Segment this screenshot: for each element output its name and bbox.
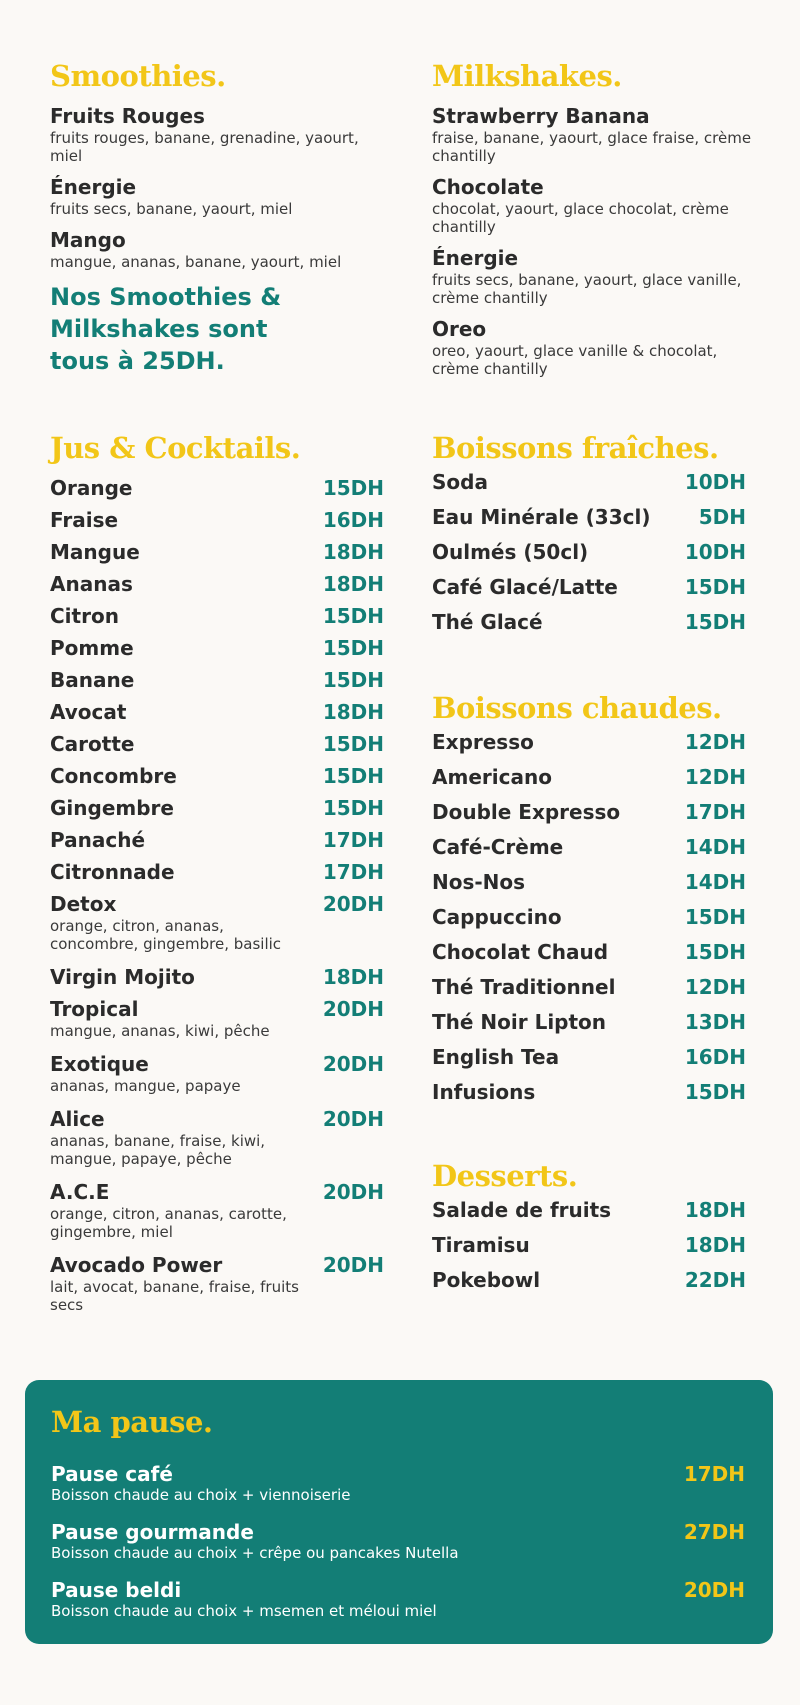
item-name: Pause gourmande	[51, 1520, 254, 1544]
menu-item	[50, 1253, 384, 1314]
item-name: Oreo	[432, 317, 487, 341]
item-name: A.C.E	[50, 1180, 110, 1204]
menu-item	[432, 1010, 746, 1045]
price-note: Nos Smoothies & Milkshakes sont tous à 25DH.	[50, 283, 282, 375]
menu-item	[50, 796, 384, 828]
item-text	[432, 1045, 559, 1070]
item-description: fruits secs, banane, yaourt, glace vanille, crème chantilly	[432, 271, 742, 307]
menu-item	[432, 905, 746, 940]
item-text	[432, 940, 608, 965]
item-text	[50, 1253, 300, 1314]
item-text	[50, 1052, 241, 1095]
item-price: 15DH	[684, 905, 746, 929]
item-name: Americano	[432, 765, 552, 789]
boissons-chaudes-title: Boissons chaudes.	[432, 691, 722, 725]
item-text	[432, 540, 588, 565]
menu-item	[432, 104, 752, 165]
menu-item	[50, 997, 384, 1040]
item-price: 16DH	[684, 1045, 746, 1069]
item-name: Avocat	[50, 700, 127, 724]
item-text	[50, 572, 133, 597]
item-description: mangue, ananas, kiwi, pêche	[50, 1022, 270, 1040]
item-price: 10DH	[684, 470, 746, 494]
menu-item	[432, 870, 746, 905]
item-text	[51, 1520, 459, 1578]
item-name: Ananas	[50, 572, 133, 596]
item-name: Expresso	[432, 730, 534, 754]
item-text	[432, 505, 651, 530]
item-name: Avocado Power	[50, 1253, 223, 1277]
item-text	[432, 1233, 530, 1258]
item-price: 20DH	[322, 892, 384, 916]
item-text	[50, 636, 134, 661]
item-price: 12DH	[684, 765, 746, 789]
menu-item	[432, 317, 752, 378]
item-description: chocolat, yaourt, glace chocolat, crème chantilly	[432, 200, 729, 236]
menu-item	[50, 175, 380, 218]
item-description: mangue, ananas, banane, yaourt, miel	[50, 253, 342, 271]
item-text	[50, 1107, 300, 1168]
item-text	[432, 1268, 540, 1293]
menu-item	[432, 940, 746, 975]
item-text	[50, 860, 175, 885]
item-price: 17DH	[322, 860, 384, 884]
desserts-list	[432, 1198, 746, 1303]
menu-item	[50, 476, 384, 508]
item-name: Orange	[50, 476, 133, 500]
item-price: 15DH	[684, 1080, 746, 1104]
boissons-fraiches-title: Boissons fraîches.	[432, 431, 719, 465]
item-description: ananas, banane, fraise, kiwi, mangue, papaye, pêche	[50, 1132, 266, 1168]
item-text	[50, 892, 300, 953]
item-description: fruits secs, banane, yaourt, miel	[50, 200, 293, 218]
item-text	[50, 540, 140, 565]
item-description: orange, citron, ananas, carotte, gingembre, miel	[50, 1205, 287, 1241]
item-name: Fruits Rouges	[50, 104, 205, 128]
item-name: Thé Glacé	[432, 610, 543, 634]
item-price: 15DH	[684, 610, 746, 634]
item-price: 16DH	[322, 508, 384, 532]
jus-list	[50, 476, 384, 1314]
item-price: 20DH	[322, 1253, 384, 1277]
item-text	[50, 796, 174, 821]
item-name: Chocolat Chaud	[432, 940, 609, 964]
menu-item	[432, 540, 746, 575]
menu-item	[432, 1198, 746, 1233]
item-price: 5DH	[698, 505, 746, 529]
item-price: 20DH	[322, 997, 384, 1021]
menu-item	[50, 700, 384, 732]
item-price: 15DH	[322, 732, 384, 756]
menu-item	[432, 1080, 746, 1115]
item-name: Exotique	[50, 1052, 149, 1076]
smoothies-title: Smoothies.	[50, 59, 226, 93]
menu-item	[50, 764, 384, 796]
menu-item	[50, 965, 384, 997]
item-text	[432, 905, 562, 930]
item-price: 12DH	[684, 730, 746, 754]
menu-item	[432, 505, 746, 540]
menu-item	[50, 508, 384, 540]
item-text	[432, 610, 543, 635]
item-text	[432, 730, 534, 755]
item-name: Fraise	[50, 508, 119, 532]
boissons-fraiches-list	[432, 470, 746, 645]
item-description: fraise, banane, yaourt, glace fraise, crème chantilly	[432, 129, 752, 165]
item-price: 20DH	[322, 1180, 384, 1204]
jus-cocktails-title: Jus & Cocktails.	[50, 431, 301, 465]
item-text	[50, 508, 118, 533]
item-text	[50, 965, 195, 990]
boissons-chaudes-list	[432, 730, 746, 1115]
item-price: 15DH	[684, 575, 746, 599]
pause-item	[51, 1578, 745, 1636]
ma-pause-title: Ma pause.	[51, 1405, 213, 1439]
item-price: 15DH	[322, 668, 384, 692]
item-text	[432, 575, 618, 600]
item-text	[50, 1180, 300, 1241]
item-price: 18DH	[322, 572, 384, 596]
item-price: 10DH	[684, 540, 746, 564]
item-description: Boisson chaude au choix + crêpe ou pancakes Nutella	[51, 1544, 459, 1562]
item-description: orange, citron, ananas, concombre, gingembre, basilic	[50, 917, 282, 953]
menu-item	[50, 732, 384, 764]
item-name: Detox	[50, 892, 117, 916]
menu-item	[50, 1180, 384, 1241]
item-name: Virgin Mojito	[50, 965, 195, 989]
item-price: 14DH	[684, 870, 746, 894]
item-text	[50, 764, 177, 789]
menu-item	[432, 1268, 746, 1303]
item-description: lait, avocat, banane, fraise, fruits secs	[50, 1278, 299, 1314]
item-text	[50, 732, 134, 757]
menu-item	[432, 610, 746, 645]
item-text	[432, 470, 488, 495]
menu-item	[432, 800, 746, 835]
menu-item	[432, 175, 752, 236]
item-text	[432, 1080, 535, 1105]
menu-item	[432, 765, 746, 800]
item-name: Infusions	[432, 1080, 536, 1104]
item-price: 15DH	[322, 604, 384, 628]
item-price: 20DH	[322, 1052, 384, 1076]
item-price: 17DH	[684, 800, 746, 824]
ma-pause-list	[51, 1462, 745, 1636]
item-price: 20DH	[683, 1578, 745, 1602]
item-name: Chocolate	[432, 175, 544, 199]
item-text	[50, 700, 126, 725]
menu-item	[432, 835, 746, 870]
item-name: Alice	[50, 1107, 105, 1131]
item-name: Double Expresso	[432, 800, 621, 824]
menu-item	[50, 540, 384, 572]
item-name: English Tea	[432, 1045, 560, 1069]
item-text	[432, 1010, 606, 1035]
smoothies-section	[50, 58, 380, 377]
item-name: Pomme	[50, 636, 134, 660]
item-name: Citron	[50, 604, 119, 628]
item-name: Tiramisu	[432, 1233, 530, 1257]
item-price: 27DH	[683, 1520, 745, 1544]
item-price: 17DH	[683, 1462, 745, 1486]
item-text	[50, 828, 145, 853]
menu-item	[50, 1107, 384, 1168]
menu-item	[50, 572, 384, 604]
item-name: Gingembre	[50, 796, 174, 820]
item-description: ananas, mangue, papaye	[50, 1077, 241, 1095]
menu-item	[50, 228, 380, 271]
item-description: oreo, yaourt, glace vanille & chocolat, crème chantilly	[432, 342, 718, 378]
item-text	[432, 975, 615, 1000]
menu-item	[432, 975, 746, 1010]
item-name: Énergie	[50, 175, 137, 199]
menu-item	[50, 636, 384, 668]
item-description: Boisson chaude au choix + msemen et méloui miel	[51, 1602, 437, 1620]
item-price: 13DH	[684, 1010, 746, 1034]
item-name: Pause beldi	[51, 1578, 182, 1602]
menu-item	[50, 104, 380, 165]
item-name: Énergie	[432, 246, 519, 270]
desserts-section	[432, 1158, 746, 1303]
item-name: Mango	[50, 228, 126, 252]
item-price: 14DH	[684, 835, 746, 859]
item-text	[50, 476, 132, 501]
item-name: Salade de fruits	[432, 1198, 612, 1222]
item-price: 20DH	[322, 1107, 384, 1131]
item-text	[432, 800, 620, 825]
item-name: Mangue	[50, 540, 140, 564]
item-name: Café Glacé/Latte	[432, 575, 618, 599]
item-name: Nos-Nos	[432, 870, 526, 894]
desserts-title: Desserts.	[432, 1159, 578, 1193]
item-price: 15DH	[684, 940, 746, 964]
milkshakes-title: Milkshakes.	[432, 59, 622, 93]
item-name: Panaché	[50, 828, 146, 852]
menu-item	[432, 575, 746, 610]
menu-item	[50, 860, 384, 892]
item-name: Pause café	[51, 1462, 173, 1486]
item-price: 18DH	[322, 700, 384, 724]
item-text	[50, 604, 119, 629]
item-price: 12DH	[684, 975, 746, 999]
item-text	[432, 870, 525, 895]
item-price: 15DH	[322, 476, 384, 500]
item-name: Thé Noir Lipton	[432, 1010, 607, 1034]
item-description: Boisson chaude au choix + viennoiserie	[51, 1486, 351, 1504]
item-text	[432, 835, 563, 860]
item-name: Oulmés (50cl)	[432, 540, 589, 564]
item-price: 18DH	[684, 1233, 746, 1257]
item-price: 17DH	[322, 828, 384, 852]
item-name: Pokebowl	[432, 1268, 541, 1292]
item-name: Strawberry Banana	[432, 104, 650, 128]
item-name: Banane	[50, 668, 135, 692]
ma-pause-section	[25, 1380, 773, 1644]
menu-item	[50, 668, 384, 700]
item-name: Citronnade	[50, 860, 175, 884]
item-price: 18DH	[322, 540, 384, 564]
boissons-chaudes-section	[432, 690, 746, 1115]
menu-item	[50, 604, 384, 636]
menu-item	[432, 1233, 746, 1268]
boissons-fraiches-section	[432, 430, 746, 645]
jus-cocktails-section	[50, 430, 384, 1326]
milkshakes-section	[432, 58, 752, 388]
menu-item	[50, 828, 384, 860]
item-name: Café-Crème	[432, 835, 564, 859]
menu-item	[50, 892, 384, 953]
item-description: fruits rouges, banane, grenadine, yaourt, miel	[50, 129, 359, 165]
item-name: Carotte	[50, 732, 135, 756]
item-price: 15DH	[322, 764, 384, 788]
item-price: 18DH	[684, 1198, 746, 1222]
menu-item	[432, 1045, 746, 1080]
item-name: Thé Traditionnel	[432, 975, 616, 999]
item-text	[432, 765, 552, 790]
menu-item	[432, 730, 746, 765]
menu-item	[50, 1052, 384, 1095]
item-price: 22DH	[684, 1268, 746, 1292]
item-price: 15DH	[322, 796, 384, 820]
item-name: Concombre	[50, 764, 177, 788]
item-text	[51, 1578, 437, 1636]
item-price: 15DH	[322, 636, 384, 660]
item-text	[50, 668, 134, 693]
item-text	[432, 1198, 611, 1223]
menu-item	[432, 470, 746, 505]
item-text	[51, 1462, 350, 1520]
pause-item	[51, 1462, 745, 1520]
item-name: Tropical	[50, 997, 139, 1021]
menu-item	[432, 246, 752, 307]
item-text	[50, 997, 270, 1040]
item-name: Soda	[432, 470, 488, 494]
pause-item	[51, 1520, 745, 1578]
item-price: 18DH	[322, 965, 384, 989]
item-name: Cappuccino	[432, 905, 562, 929]
item-name: Eau Minérale (33cl)	[432, 505, 651, 529]
